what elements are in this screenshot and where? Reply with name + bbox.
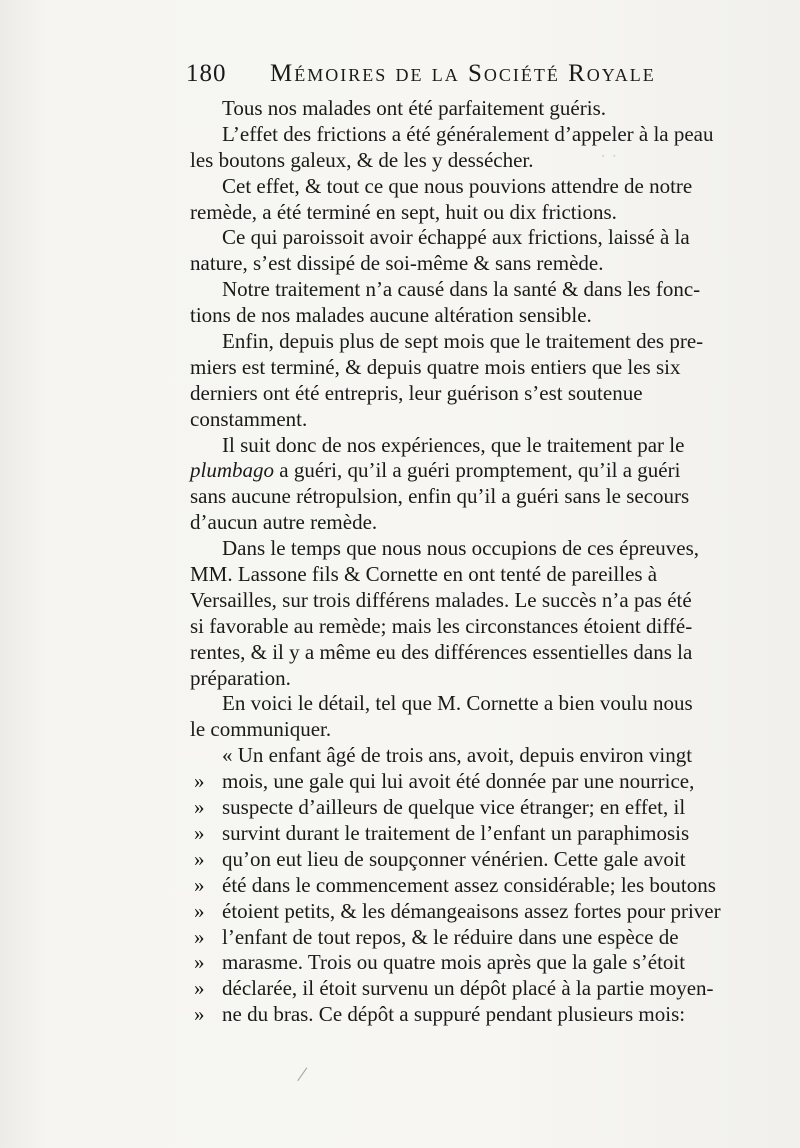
bleed-through-texture: · · bbox=[600, 146, 618, 167]
text-line: Notre traitement n’a causé dans la santé & dans les fonc- bbox=[222, 277, 701, 302]
text-line: MM. Lassone fils & Cornette en ont tenté de pareilles à bbox=[190, 562, 658, 587]
quotation-text: été dans le commencement assez considérable; les boutons bbox=[222, 872, 716, 897]
quotation-text: qu’on eut lieu de soupçonner vénérien. Cette gale avoit bbox=[222, 846, 686, 871]
text-line: tions de nos malades aucune altération sensible. bbox=[190, 303, 592, 328]
text-line: Versailles, sur trois différens malades. Le succès n’a pas été bbox=[190, 587, 692, 612]
body-text bbox=[190, 96, 760, 1028]
page-header bbox=[186, 60, 756, 96]
text-line: rentes, & il y a même eu des différences essentielles dans la bbox=[190, 639, 693, 664]
text-line: remède, a été terminé en sept, huit ou dix frictions. bbox=[190, 199, 617, 224]
quotation-line bbox=[190, 950, 760, 976]
quotation-line bbox=[190, 873, 760, 899]
text-line: derniers ont été entrepris, leur guérison s’est soutenue bbox=[190, 380, 643, 405]
text-line: d’aucun autre remède. bbox=[190, 510, 378, 535]
quotation-text: mois, une gale qui lui avoit été donnée par une nourrice, bbox=[222, 769, 695, 794]
text-line: les boutons galeux, & de les y dessécher. bbox=[190, 147, 534, 172]
text-line: En voici le détail, tel que M. Cornette a bien voulu nous bbox=[222, 691, 693, 716]
quotation-text: survint durant le traitement de l’enfant un paraphimosis bbox=[222, 820, 690, 845]
quote-mark: » bbox=[194, 795, 205, 820]
text-line-rest: a guéri, qu’il a guéri promptement, qu’il a guéri bbox=[279, 458, 681, 483]
quote-mark: » bbox=[194, 976, 205, 1001]
text-line: Ce qui paroissoit avoir échappé aux frictions, laissé à la bbox=[222, 225, 690, 250]
page-mark bbox=[297, 1067, 323, 1092]
text-line bbox=[190, 458, 760, 484]
text-line: sans aucune rétropulsion, enfin qu’il a guéri sans le secours bbox=[190, 484, 690, 509]
quotation-line bbox=[190, 847, 760, 873]
quotation-text: ne du bras. Ce dépôt a suppuré pendant plusieurs mois: bbox=[222, 1002, 686, 1027]
text-line: constamment. bbox=[190, 406, 308, 431]
quote-mark: » bbox=[194, 950, 205, 975]
quote-mark: » bbox=[194, 1002, 205, 1027]
quotation-text: suspecte d’ailleurs de quelque vice étranger; en effet, il bbox=[222, 795, 686, 820]
text-line: miers est terminé, & depuis quatre mois entiers que les six bbox=[190, 354, 681, 379]
running-head: Mémoires de la Société Royale bbox=[270, 60, 656, 87]
quote-mark: » bbox=[194, 769, 205, 794]
text-line: Tous nos malades ont été parfaitement guéris. bbox=[222, 96, 606, 120]
quotation-line bbox=[190, 899, 760, 925]
quotation-text: étoient petits, & les démangeaisons assez fortes pour priver bbox=[222, 898, 721, 923]
text-line: L’effet des frictions a été généralement d’appeler à la peau bbox=[222, 121, 714, 146]
text-line: Dans le temps que nous nous occupions de ces épreuves, bbox=[222, 536, 700, 561]
open-quote-mark: « bbox=[222, 743, 233, 768]
quotation-line bbox=[190, 769, 760, 795]
text-line: Cet effet, & tout ce que nous pouvions attendre de notre bbox=[222, 173, 693, 198]
text-line: préparation. bbox=[190, 665, 291, 690]
italic-term: plumbago bbox=[190, 458, 274, 483]
quotation-line bbox=[190, 976, 760, 1002]
quote-mark: » bbox=[194, 898, 205, 923]
quote-mark: » bbox=[194, 820, 205, 845]
quotation-text: l’enfant de tout repos, & le réduire dans une espèce de bbox=[222, 924, 679, 949]
text-line: Enfin, depuis plus de sept mois que le traitement des pre- bbox=[222, 329, 704, 354]
quote-mark: » bbox=[194, 872, 205, 897]
quote-mark: » bbox=[194, 846, 205, 871]
quote-mark: » bbox=[194, 924, 205, 949]
quotation-line bbox=[190, 743, 760, 769]
quotation-text: Un enfant âgé de trois ans, avoit, depuis environ vingt bbox=[237, 743, 693, 768]
text-line: nature, s’est dissipé de soi-même & sans remède. bbox=[190, 251, 604, 276]
page-number: 180 bbox=[186, 60, 227, 87]
quotation-text: déclarée, il étoit survenu un dépôt placé à la partie moyen- bbox=[222, 976, 714, 1001]
text-line: Il suit donc de nos expériences, que le traitement par le bbox=[222, 432, 685, 457]
text-line: le communiquer. bbox=[190, 717, 332, 742]
quotation-line bbox=[190, 925, 760, 951]
quotation-text: marasme. Trois ou quatre mois après que la gale s’étoit bbox=[222, 950, 686, 975]
quotation-line bbox=[190, 795, 760, 821]
text-line: si favorable au remède; mais les circonstances étoient diffé- bbox=[190, 613, 693, 638]
quotation-line bbox=[190, 1002, 760, 1028]
quotation-line bbox=[190, 821, 760, 847]
